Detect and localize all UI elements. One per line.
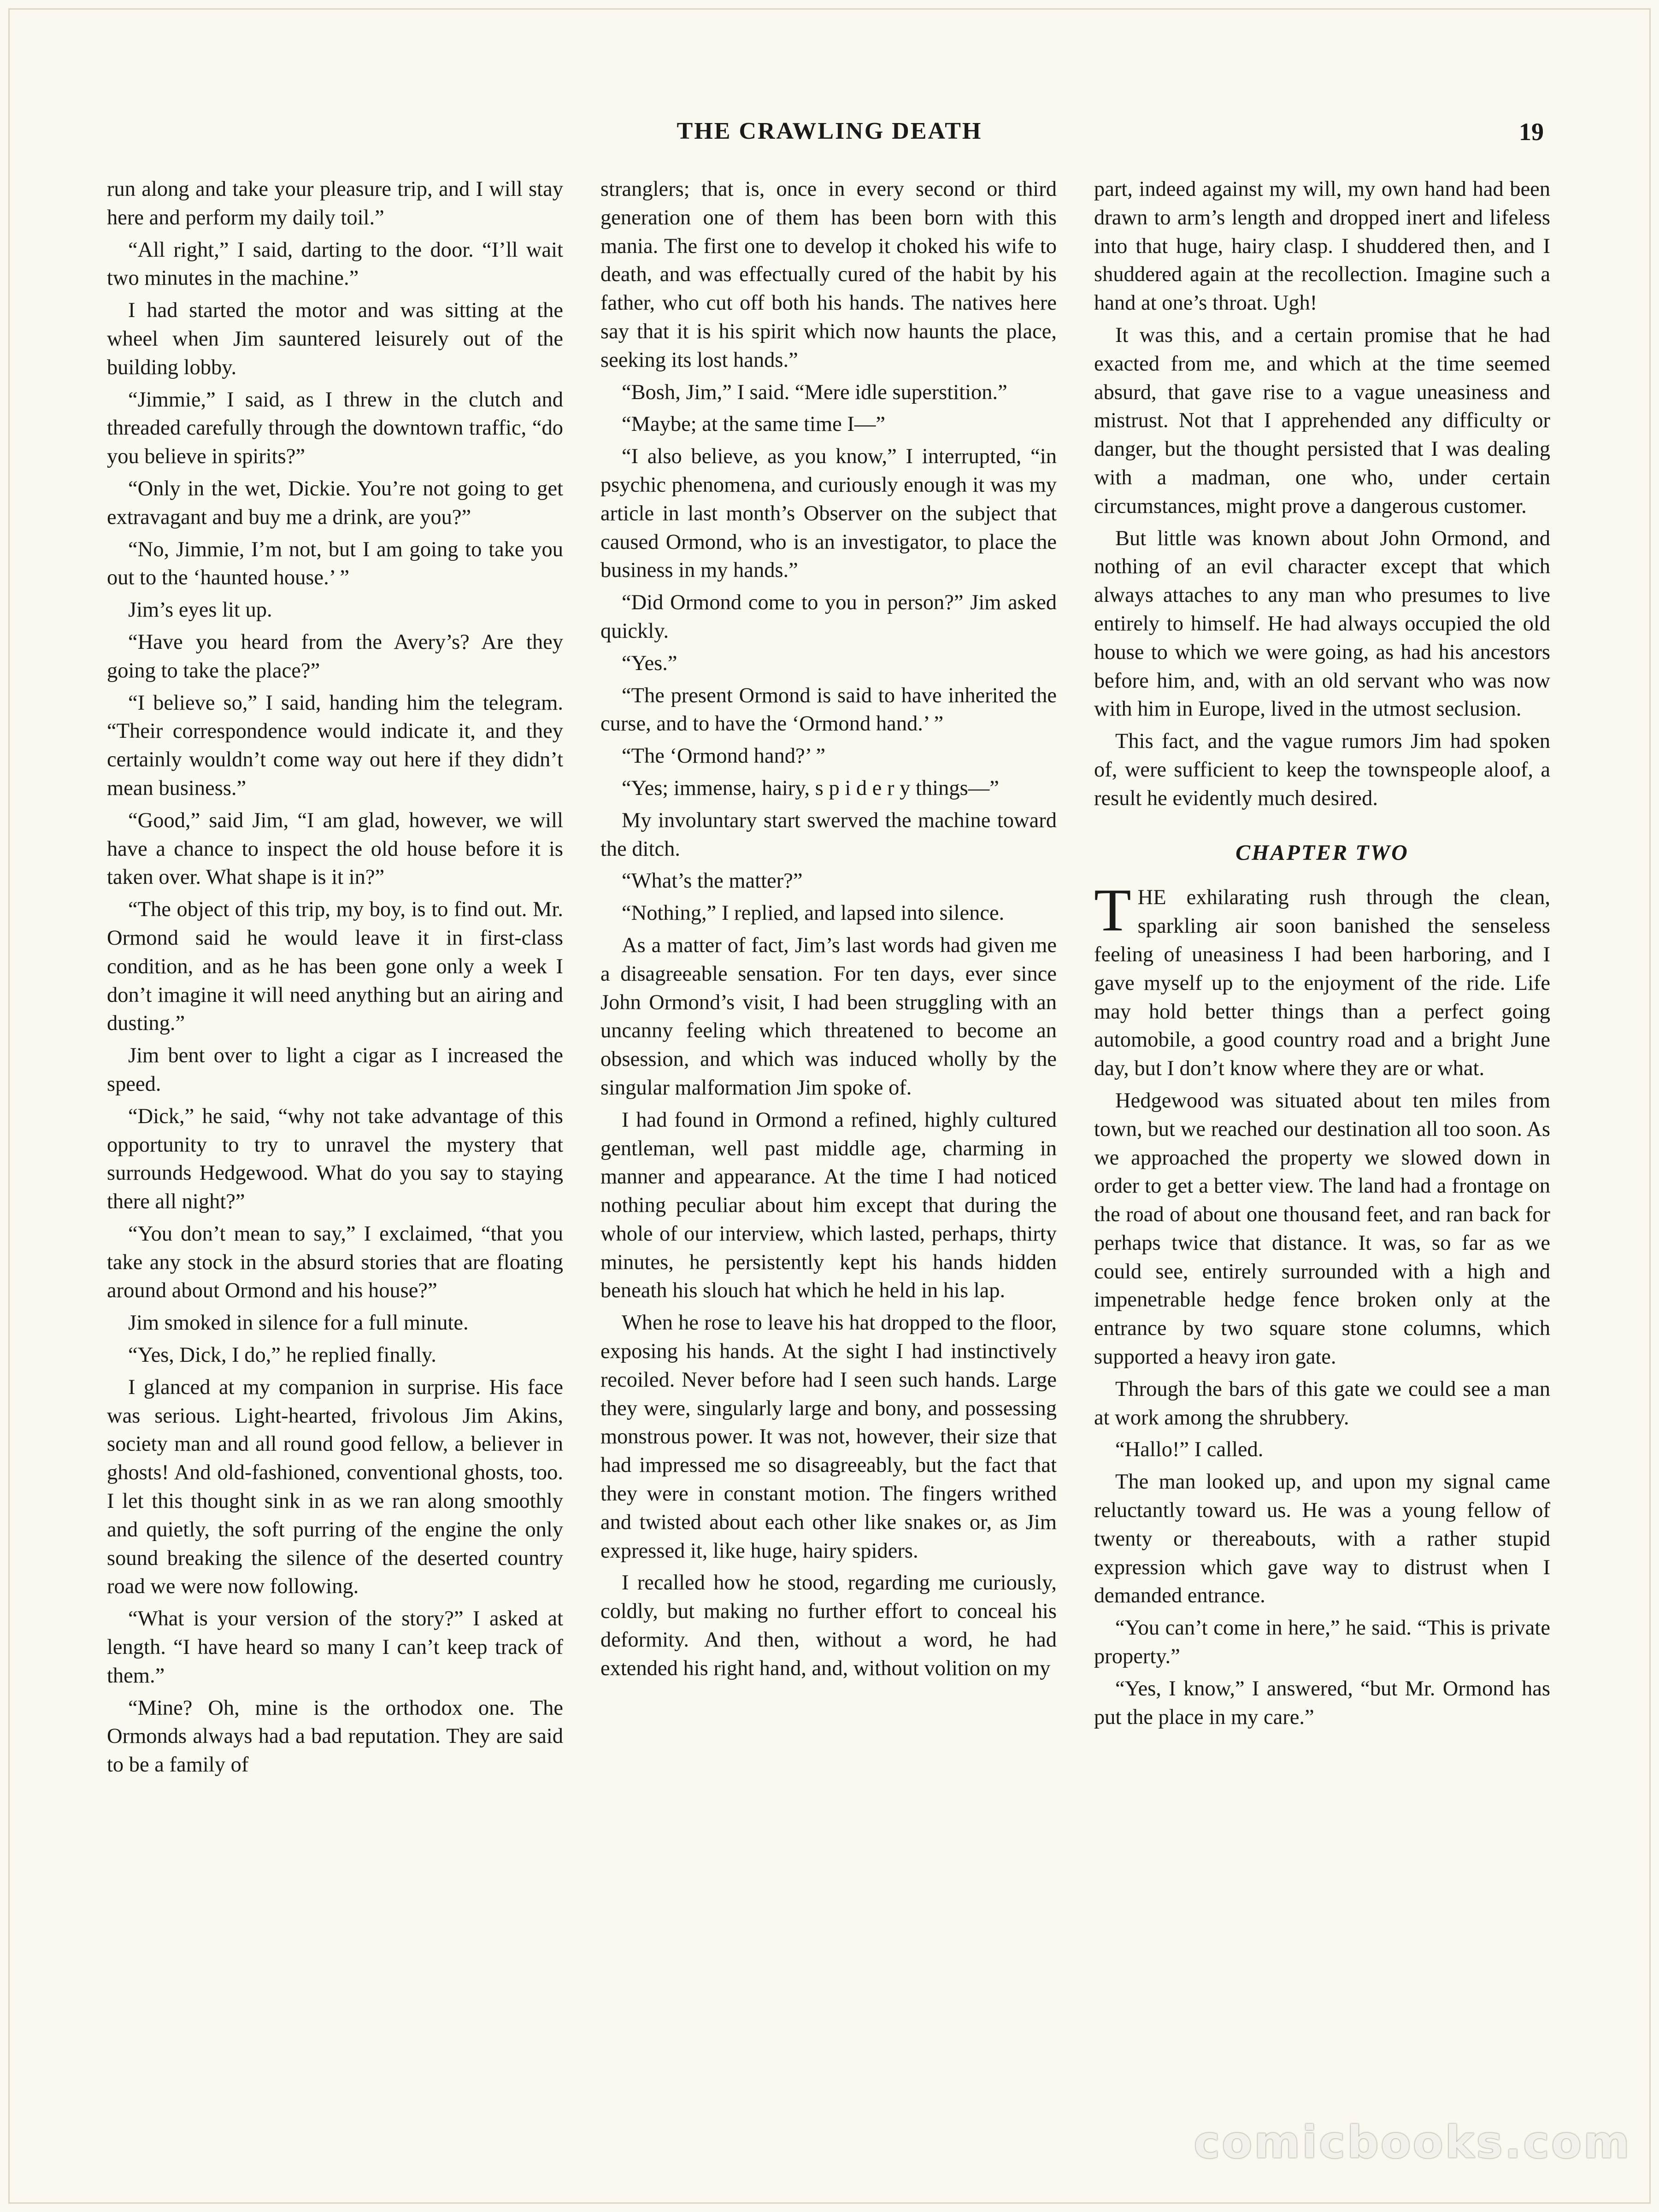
paragraph: “I believe so,” I said, handing him the telegram. “Their correspondence would indicate it, and they certainly wouldn’t come way out here if they didn’t mean business.” xyxy=(107,691,563,800)
paragraph: “All right,” I said, darting to the door. “I’ll wait two minutes in the machine.” xyxy=(107,238,563,290)
watermark-logo: comicbooks.com xyxy=(1194,2117,1631,2168)
paragraph: “Only in the wet, Dickie. You’re not going to get extravagant and buy me a drink, are you?” xyxy=(107,477,563,529)
paragraph: “You can’t come in here,” he said. “This is private property.” xyxy=(1094,1616,1550,1669)
paragraph: “Maybe; at the same time I—” xyxy=(622,412,885,436)
paragraph: This fact, and the vague rumors Jim had spoken of, were sufficient to keep the townspeople aloof, a result he evidently much desired. xyxy=(1094,729,1550,810)
paragraph: As a matter of fact, Jim’s last words had given me a disagreeable sensation. For ten days, ever since John Ormond’s visit, I had been struggling with an uncanny feeling which threatened to become an obsession, and which was induced wholly by the singular malformation Jim spoke of. xyxy=(600,933,1057,1100)
page-number: 19 xyxy=(1519,118,1544,146)
paragraph: “Have you heard from the Avery’s? Are they going to take the place?” xyxy=(107,630,563,682)
paragraph: Jim smoked in silence for a full minute. xyxy=(128,1311,469,1335)
paragraph: part, indeed against my will, my own hand had been drawn to arm’s length and dropped inert and lifeless into that huge, hairy clasp. I shuddered then, and I shuddered again at the recollection. Imagine such a hand at one’s throat. Ugh! xyxy=(1094,177,1550,315)
text-column-2 xyxy=(600,175,1057,2065)
paragraph: I glanced at my companion in surprise. His face was serious. Light-hearted, frivolous Jim Akins, society man and all round good fellow, a believer in ghosts! And old-fashioned, conventional ghosts, too. I let this thought sink in as we ran along smoothly and quietly, the soft purring of the engine the only sound breaking the silence of the deserted country road we were now following. xyxy=(107,1375,563,1599)
paragraph: Jim bent over to light a cigar as I increased the speed. xyxy=(107,1044,563,1096)
paragraph: “You don’t mean to say,” I exclaimed, “that you take any stock in the absurd stories that are floating around about Ormond and his house?” xyxy=(107,1222,563,1303)
page-header xyxy=(0,118,1659,154)
paragraph: “Dick,” he said, “why not take advantage of this opportunity to try to unravel the mystery that surrounds Hedgewood. What do you say to staying there all night?” xyxy=(107,1104,563,1214)
paragraph: stranglers; that is, once in every second or third generation one of them has been born with this mania. The first one to develop it choked his wife to death, and was effectually cured of the habit by his father, who cut off both his hands. The natives here say that it is his spirit which now haunts the place, seeking its lost hands.” xyxy=(600,177,1057,372)
drop-cap: T xyxy=(1094,876,1131,944)
paragraph: My involuntary start swerved the machine toward the ditch. xyxy=(600,808,1057,861)
paragraph: Jim’s eyes lit up. xyxy=(128,598,272,622)
paragraph: “Yes, I know,” I answered, “but Mr. Ormond has put the place in my care.” xyxy=(1094,1677,1550,1729)
running-title: THE CRAWLING DEATH xyxy=(677,118,982,144)
paragraph: Hedgewood was situated about ten miles from town, but we reached our destination all too soon. As we approached the property we slowed down in order to get a better view. The land had a frontage on the road of about one thousand feet, and ran back for perhaps twice that distance. It was, so far as we could see, entirely surrounded with a high and impenetrable hedge fence broken only at the entrance by two square stone columns, which supported a heavy iron gate. xyxy=(1094,1088,1550,1369)
text-column-1 xyxy=(107,175,563,2065)
paragraph: “I also believe, as you know,” I interrupted, “in psychic phenomena, and curiously enough it was my article in last month’s Observer on the subject that caused Ormond, who is an investigator, to place the business in my hands.” xyxy=(600,445,1057,582)
paragraph: “Hallo!” I called. xyxy=(1115,1438,1264,1462)
paragraph: “Yes; immense, hairy, s p i d e r y things—” xyxy=(622,776,999,800)
paragraph: “Good,” said Jim, “I am glad, however, we will have a chance to inspect the old house before it is taken over. What shape is it in?” xyxy=(107,808,563,889)
paragraph: “The ‘Ormond hand?’ ” xyxy=(622,744,825,768)
paragraph: “Yes.” xyxy=(622,651,677,675)
paragraph: I had found in Ormond a refined, highly cultured gentleman, well past middle age, charming in manner and appearance. At the time I had noticed nothing peculiar about him except that during the whole of our interview, which lasted, perhaps, thirty minutes, he persistently kept his hands hidden beneath his slouch hat which he held in his lap. xyxy=(600,1108,1057,1303)
paragraph: run along and take your pleasure trip, and I will stay here and perform my daily toil.” xyxy=(107,177,563,229)
chapter-heading: CHAPTER TWO xyxy=(1235,840,1409,865)
chapter-first-text: HE exhilarating rush through the clean, sparkling air soon banished the senseless feeling of uneasiness I had been harboring, and I gave myself up to the enjoyment of the ride. Life may hold better things than a perfect going automobile, a good country road and a bright June day, but I don’t know where they are or what. xyxy=(1094,886,1550,1081)
paragraph: “What’s the matter?” xyxy=(622,869,803,893)
paragraph: It was this, and a certain promise that he had exacted from me, and which at the time seemed absurd, that gave rise to a vague uneasiness and mistrust. Not that I apprehended any difficulty or danger, but the thought persisted that I was dealing with a madman, one who, under certain circumstances, might prove a dangerous customer. xyxy=(1094,323,1550,518)
paragraph: “Did Ormond come to you in person?” Jim asked quickly. xyxy=(600,591,1057,643)
paragraph: “What is your version of the story?” I asked at length. “I have heard so many I can’t keep track of them.” xyxy=(107,1607,563,1688)
paragraph: “Jimmie,” I said, as I threw in the clutch and threaded carefully through the downtown traffic, “do you believe in spirits?” xyxy=(107,388,563,469)
paragraph: “Bosh, Jim,” I said. “Mere idle superstition.” xyxy=(622,380,1007,404)
paragraph: But little was known about John Ormond, and nothing of an evil character except that which always attaches to any man who presumes to live entirely to himself. He had always occupied the old house to which we were going, as had his ancestors before him, and, with an old servant who was now with him in Europe, lived in the utmost seclusion. xyxy=(1094,526,1550,721)
paragraph: “No, Jimmie, I’m not, but I am going to take you out to the ‘haunted house.’ ” xyxy=(107,537,563,590)
paragraph: I recalled how he stood, regarding me curiously, coldly, but making no further effort to conceal his deformity. And then, without a word, he had extended his right hand, and, without volition on my xyxy=(600,1571,1057,1680)
paragraph: The man looked up, and upon my signal came reluctantly toward us. He was a young fellow of twenty or thereabouts, with a rather stupid expression which gave way to distrust when I demanded entrance. xyxy=(1094,1470,1550,1608)
text-column-3 xyxy=(1094,175,1550,2065)
paragraph: “Mine? Oh, mine is the orthodox one. The Ormonds always had a bad reputation. They are said to be a family of xyxy=(107,1696,563,1777)
paragraph: “The object of this trip, my boy, is to find out. Mr. Ormond said he would leave it in first-class condition, and as he has been gone only a week I don’t imagine it will need anything but an airing and dusting.” xyxy=(107,898,563,1035)
paragraph: I had started the motor and was sitting at the wheel when Jim sauntered leisurely out of the building lobby. xyxy=(107,299,563,379)
text-columns xyxy=(107,175,1550,2074)
chapter-first-paragraph xyxy=(1094,876,1550,1083)
paragraph: Through the bars of this gate we could see a man at work among the shrubbery. xyxy=(1094,1377,1550,1430)
paragraph: “The present Ormond is said to have inherited the curse, and to have the ‘Ormond hand.’ ” xyxy=(600,683,1057,736)
paragraph: “Nothing,” I replied, and lapsed into silence. xyxy=(622,901,1005,925)
paragraph: When he rose to leave his hat dropped to the floor, exposing his hands. At the sight I had instinctively recoiled. Never before had I seen such hands. Large they were, singularly large and bony, and possessing monstrous power. It was not, however, their size that had impressed me so disagreeably, but the fact that they were in constant motion. The fingers writhed and twisted about each other like snakes or, as Jim expressed it, like huge, hairy spiders. xyxy=(600,1311,1057,1563)
paragraph: “Yes, Dick, I do,” he replied finally. xyxy=(128,1343,436,1367)
